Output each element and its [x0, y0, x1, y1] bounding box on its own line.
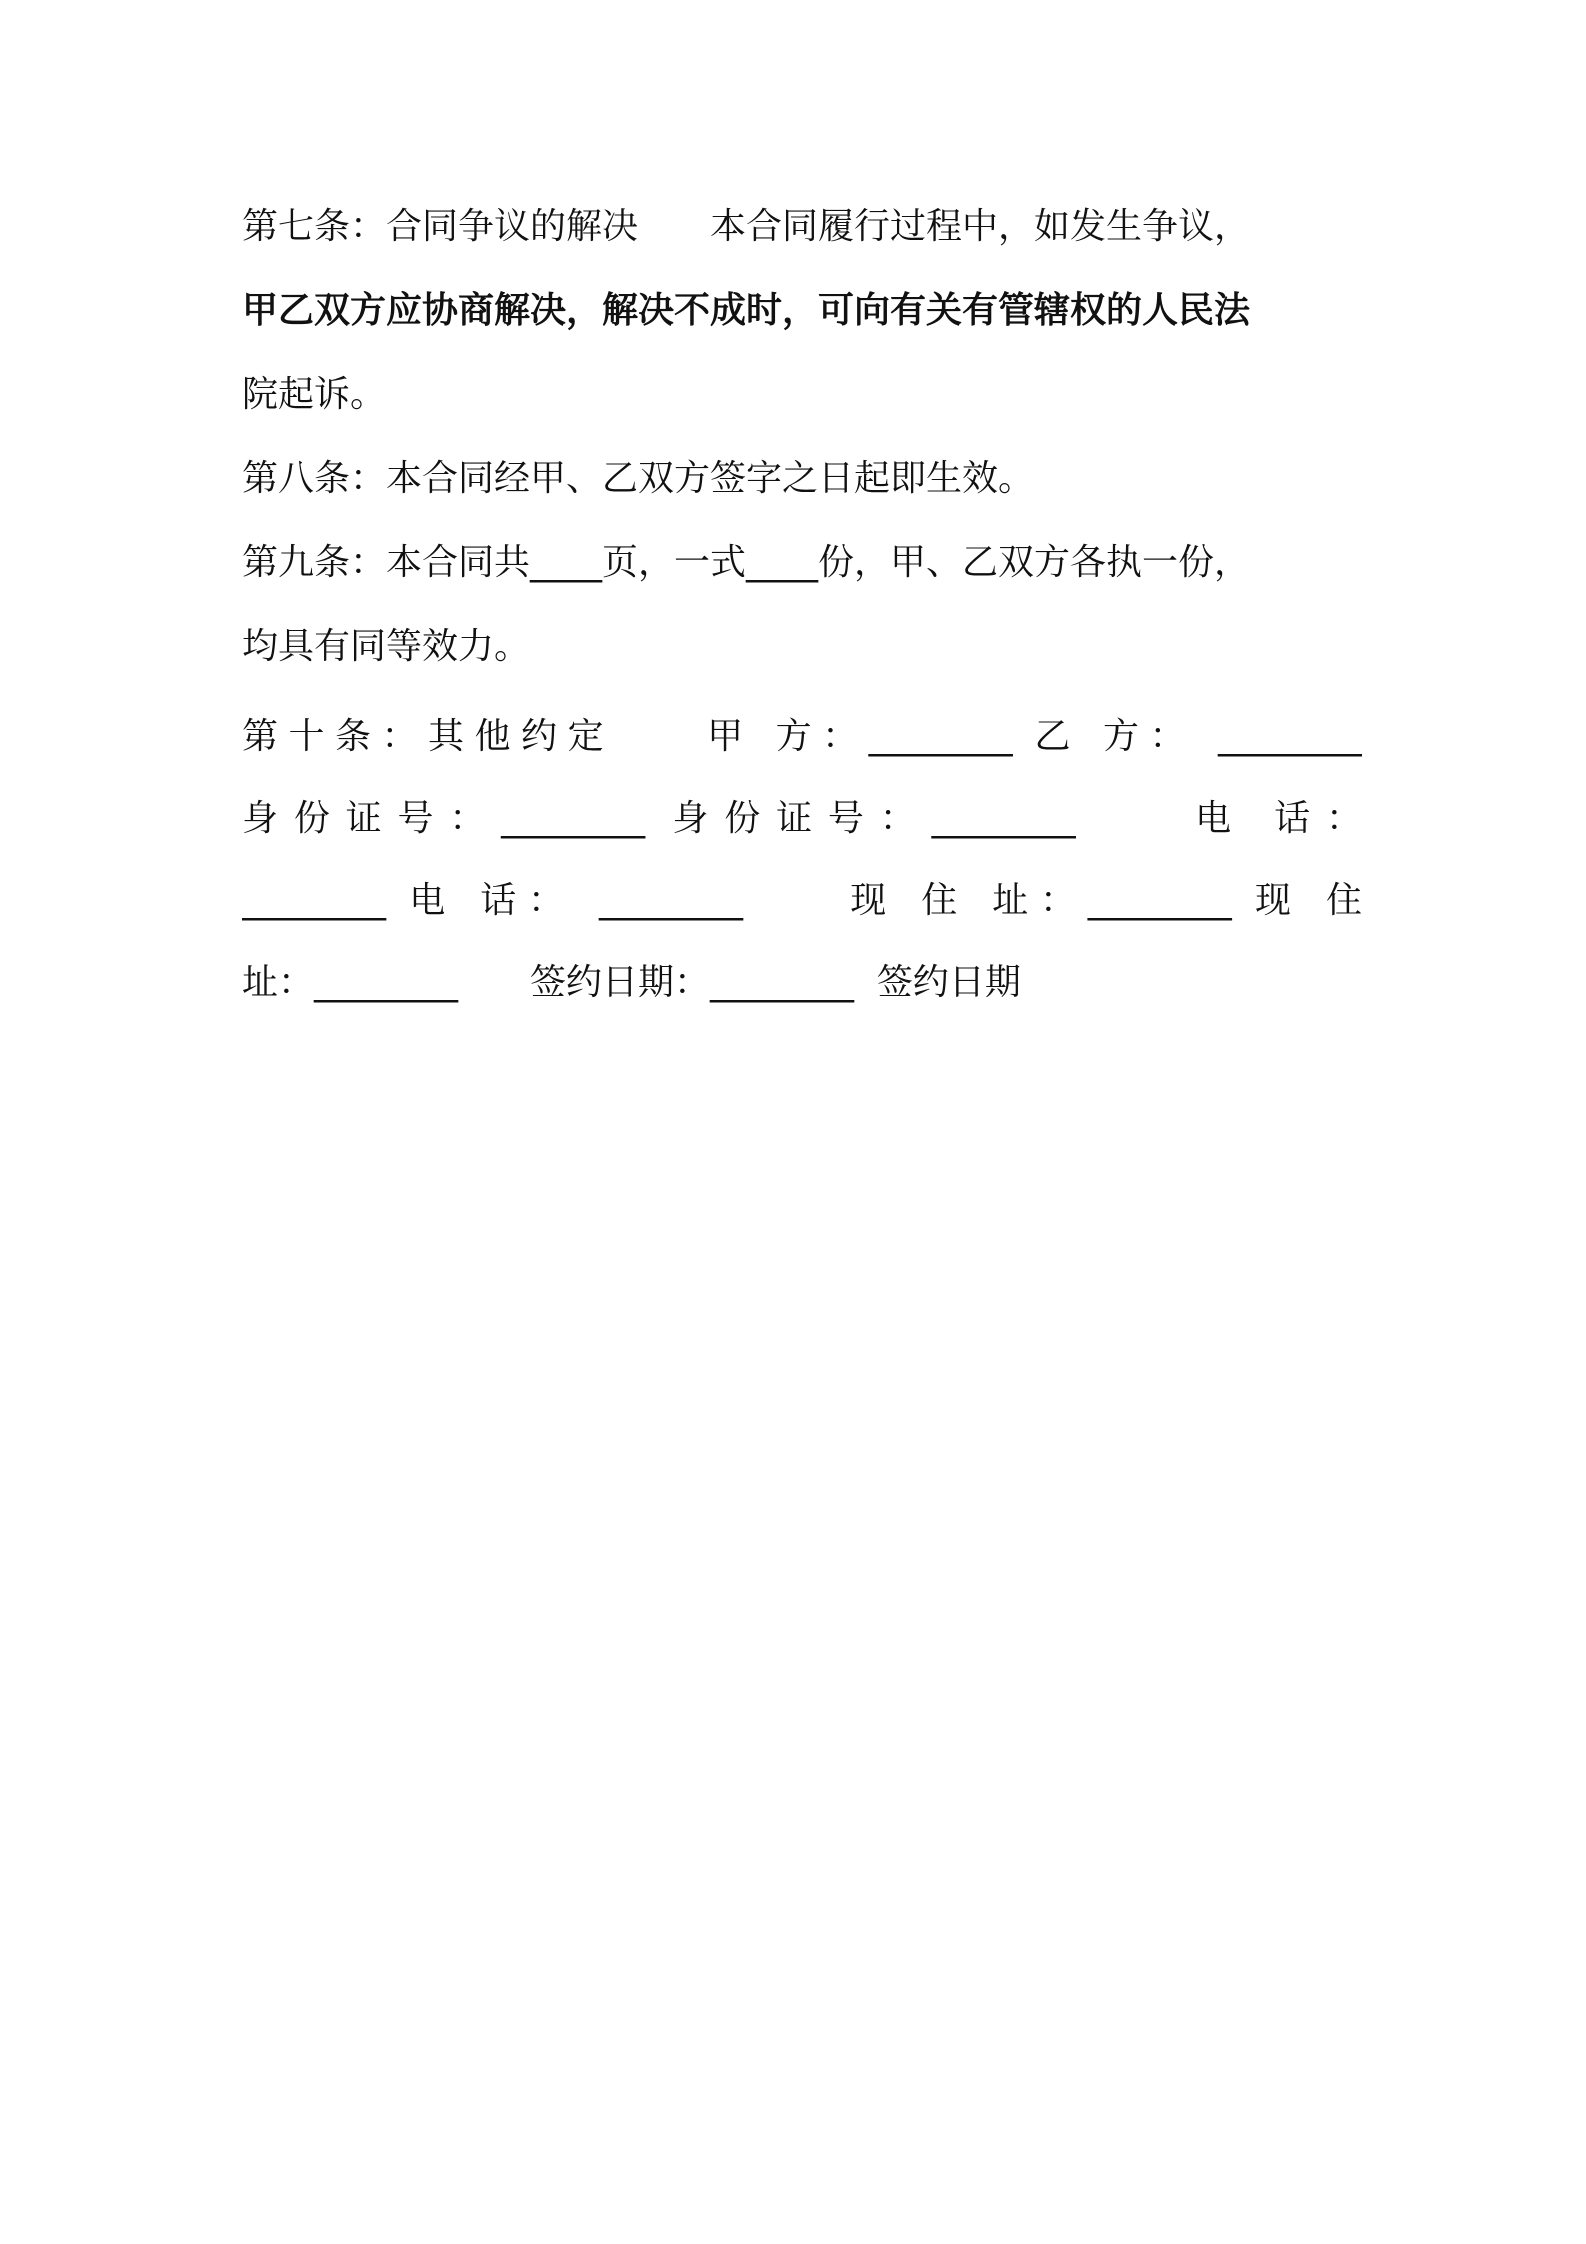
article-7-line-3: 院起诉。 [242, 374, 387, 415]
article-9-line-2: 均具有同等效力。 [242, 626, 531, 667]
article-7-line-2: 甲乙双方应协商解决，解决不成时，可向有关有管辖权的人民法 [242, 290, 1251, 331]
phone-address-line: ________ 电 话： ________ 现 住 址：________ 现 住 [242, 880, 1362, 921]
signing-date-line: 址：________ 签约日期：________ 签约日期 [242, 962, 1021, 1003]
id-number-line: 身份证号：________ 身份证号：________ 电 话： [242, 798, 1362, 839]
article-10-party-line: 第十条：其他约定 甲 方：________ 乙 方： ________ [242, 716, 1362, 757]
article-8-line: 第八条：本合同经甲、乙双方签字之日起即生效。 [242, 458, 1035, 499]
article-9-line-1: 第九条：本合同共____页，一式____份，甲、乙双方各执一份， [242, 542, 1251, 583]
article-7-line-1: 第七条：合同争议的解决 本合同履行过程中，如发生争议， [242, 206, 1251, 247]
